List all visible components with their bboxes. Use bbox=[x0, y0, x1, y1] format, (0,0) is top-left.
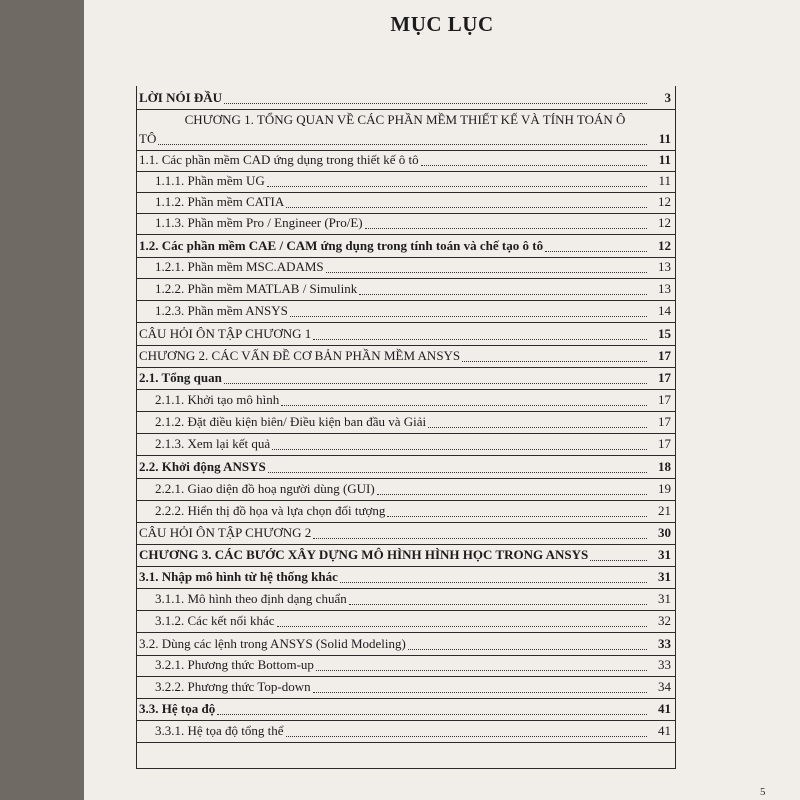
dot-leader bbox=[365, 227, 647, 229]
dot-leader bbox=[313, 338, 647, 340]
toc-entry-title: 3.1.2. Các kết nối khác bbox=[155, 613, 275, 628]
toc-entry bbox=[137, 523, 675, 545]
toc-entry bbox=[137, 110, 675, 151]
dot-leader bbox=[281, 404, 647, 406]
dot-leader bbox=[545, 250, 647, 252]
toc-entry-title: 3.1.1. Mô hình theo định dạng chuẩn bbox=[155, 591, 347, 606]
toc-entry-page: 13 bbox=[658, 281, 671, 296]
toc-entry bbox=[137, 434, 675, 456]
toc-entry-title: 2.2.2. Hiển thị đồ họa và lựa chọn đối tượng bbox=[155, 503, 386, 518]
dot-leader bbox=[377, 493, 647, 495]
dot-leader bbox=[387, 515, 647, 517]
toc-entry-title: 1.2.1. Phần mềm MSC.ADAMS bbox=[155, 259, 324, 274]
toc-entry bbox=[137, 346, 675, 368]
toc-entry bbox=[137, 172, 675, 193]
toc-entry-title: 1.1.3. Phần mềm Pro / Engineer (Pro/E) bbox=[155, 215, 363, 230]
dot-leader bbox=[340, 581, 647, 583]
toc-entry-page: 12 bbox=[658, 215, 671, 230]
toc-entry bbox=[137, 656, 675, 677]
dot-leader bbox=[158, 143, 647, 145]
dot-leader bbox=[462, 360, 647, 362]
toc-entry bbox=[137, 479, 675, 501]
toc-entry bbox=[137, 589, 675, 611]
toc-entry bbox=[137, 151, 675, 172]
dot-leader bbox=[277, 625, 648, 627]
dot-leader bbox=[313, 691, 647, 693]
toc-entry-title: 2.2. Khởi động ANSYS bbox=[139, 459, 266, 474]
toc-entry-page: 17 bbox=[658, 414, 671, 429]
toc-entry bbox=[137, 323, 675, 346]
toc-entry bbox=[137, 235, 675, 258]
toc-entry bbox=[137, 301, 675, 323]
toc-entry-page: 11 bbox=[658, 152, 671, 167]
toc-entry bbox=[137, 390, 675, 412]
toc-entry-page: 12 bbox=[658, 238, 671, 253]
dot-leader bbox=[217, 713, 647, 715]
toc-entry-page: 15 bbox=[658, 326, 671, 341]
toc-entry-title: 2.1.3. Xem lại kết quả bbox=[155, 436, 271, 451]
dot-leader bbox=[428, 426, 647, 428]
dot-leader bbox=[421, 164, 647, 166]
dot-leader bbox=[267, 185, 647, 187]
toc-entry bbox=[137, 501, 675, 523]
toc-entry bbox=[137, 567, 675, 589]
toc-entry-page: 17 bbox=[658, 392, 671, 407]
toc-entry-page: 30 bbox=[658, 525, 671, 540]
toc-entry bbox=[137, 633, 675, 656]
dot-leader bbox=[286, 206, 647, 208]
toc-entry-page: 11 bbox=[658, 131, 671, 146]
toc-entry-page: 19 bbox=[658, 481, 671, 496]
dot-leader bbox=[590, 559, 647, 561]
document-page bbox=[84, 0, 800, 800]
dot-leader bbox=[313, 537, 647, 539]
toc-entry bbox=[137, 86, 675, 110]
toc-entry-title: 1.1.1. Phần mềm UG bbox=[155, 173, 265, 188]
toc-entry bbox=[137, 368, 675, 390]
toc-entry bbox=[137, 611, 675, 633]
toc-entry-title-line1: CHƯƠNG 1. TỔNG QUAN VỀ CÁC PHẦN MỀM THIẾT KẾ VÀ TÍNH TOÁN Ô bbox=[184, 112, 626, 127]
toc-entry-title: 3.2.2. Phương thức Top-down bbox=[155, 679, 311, 694]
toc-entry-title: 3.3. Hệ tọa độ bbox=[139, 701, 216, 716]
toc-entry-title: 1.1.2. Phần mềm CATIA bbox=[155, 194, 285, 209]
toc-entry-page: 11 bbox=[658, 173, 671, 188]
toc-entry-title: CHƯƠNG 3. CÁC BƯỚC XÂY DỰNG MÔ HÌNH HÌNH HỌC TRONG ANSYS bbox=[139, 547, 589, 562]
toc-entry-title: 2.1.2. Đặt điều kiện biên/ Điều kiện ban đầu và Giải bbox=[155, 414, 427, 429]
toc-entry bbox=[137, 545, 675, 567]
toc-entry-title: 3.1. Nhập mô hình từ hệ thống khác bbox=[139, 569, 338, 584]
toc-entry-title: CÂU HỎI ÔN TẬP CHƯƠNG 1 bbox=[139, 326, 312, 341]
toc-entry-page: 34 bbox=[658, 679, 671, 694]
toc-entry-title: 1.2.3. Phần mềm ANSYS bbox=[155, 303, 288, 318]
toc-entry-page: 17 bbox=[658, 436, 671, 451]
toc-entry-page: 41 bbox=[658, 701, 671, 716]
toc-entry-page: 32 bbox=[658, 613, 671, 628]
dot-leader bbox=[349, 603, 647, 605]
toc-entry-title: CÂU HỎI ÔN TẬP CHƯƠNG 2 bbox=[139, 525, 312, 540]
toc-entry bbox=[137, 456, 675, 479]
toc-entry-title: 1.2. Các phần mềm CAE / CAM ứng dụng trong tính toán và chế tạo ô tô bbox=[139, 238, 544, 253]
toc-entry-page: 18 bbox=[658, 459, 671, 474]
toc-entry-page: 31 bbox=[658, 569, 671, 584]
dot-leader bbox=[290, 315, 647, 317]
toc-entry-title: LỜI NÓI ĐẦU bbox=[139, 90, 223, 105]
toc-entry-page: 13 bbox=[658, 259, 671, 274]
toc-entry-page: 33 bbox=[658, 657, 671, 672]
toc-entry-page: 3 bbox=[664, 90, 671, 105]
table-of-contents bbox=[136, 86, 676, 769]
dot-leader bbox=[224, 382, 647, 384]
toc-entry bbox=[137, 193, 675, 214]
dot-leader bbox=[272, 448, 647, 450]
toc-entry bbox=[137, 721, 675, 743]
toc-entry-title: 3.2.1. Phương thức Bottom-up bbox=[155, 657, 314, 672]
toc-entry-page: 14 bbox=[658, 303, 671, 318]
page-number: 5 bbox=[760, 786, 766, 798]
dot-leader bbox=[286, 735, 647, 737]
toc-entry-title: 1.2.2. Phần mềm MATLAB / Simulink bbox=[155, 281, 358, 296]
toc-entry-title: 3.2. Dùng các lệnh trong ANSYS (Solid Modeling) bbox=[139, 636, 406, 651]
toc-entry-title: 1.1. Các phần mềm CAD ứng dụng trong thiết kế ô tô bbox=[139, 152, 419, 167]
toc-entry bbox=[137, 699, 675, 721]
toc-entry-page: 17 bbox=[658, 370, 671, 385]
dot-leader bbox=[316, 669, 647, 671]
toc-entry-title: 2.1.1. Khởi tạo mô hình bbox=[155, 392, 280, 407]
toc-entry-page: 12 bbox=[658, 194, 671, 209]
toc-entry-page: 17 bbox=[658, 348, 671, 363]
dot-leader bbox=[326, 271, 647, 273]
page-title: MỤC LỤC bbox=[390, 12, 494, 36]
dot-leader bbox=[268, 471, 647, 473]
toc-entry-title: 2.2.1. Giao diện đồ hoạ người dùng (GUI) bbox=[155, 481, 375, 496]
toc-entry-title: CHƯƠNG 2. CÁC VẤN ĐỀ CƠ BẢN PHẦN MỀM ANSYS bbox=[139, 348, 461, 363]
toc-entry-page: 41 bbox=[658, 723, 671, 738]
dot-leader bbox=[359, 293, 647, 295]
toc-entry-page: 31 bbox=[658, 547, 671, 562]
toc-entry bbox=[137, 258, 675, 279]
toc-entry-title: TÔ bbox=[139, 131, 157, 146]
dot-leader bbox=[224, 102, 647, 104]
toc-entry-title: 2.1. Tổng quan bbox=[139, 370, 222, 385]
toc-entry bbox=[137, 279, 675, 301]
toc-entry bbox=[137, 412, 675, 434]
toc-entry-page: 31 bbox=[658, 591, 671, 606]
dot-leader bbox=[408, 648, 647, 650]
toc-entry bbox=[137, 677, 675, 699]
toc-entry-page: 33 bbox=[658, 636, 671, 651]
toc-entry-title: 3.3.1. Hệ tọa độ tổng thể bbox=[155, 723, 284, 738]
toc-entry bbox=[137, 214, 675, 235]
toc-entry-page: 21 bbox=[658, 503, 671, 518]
